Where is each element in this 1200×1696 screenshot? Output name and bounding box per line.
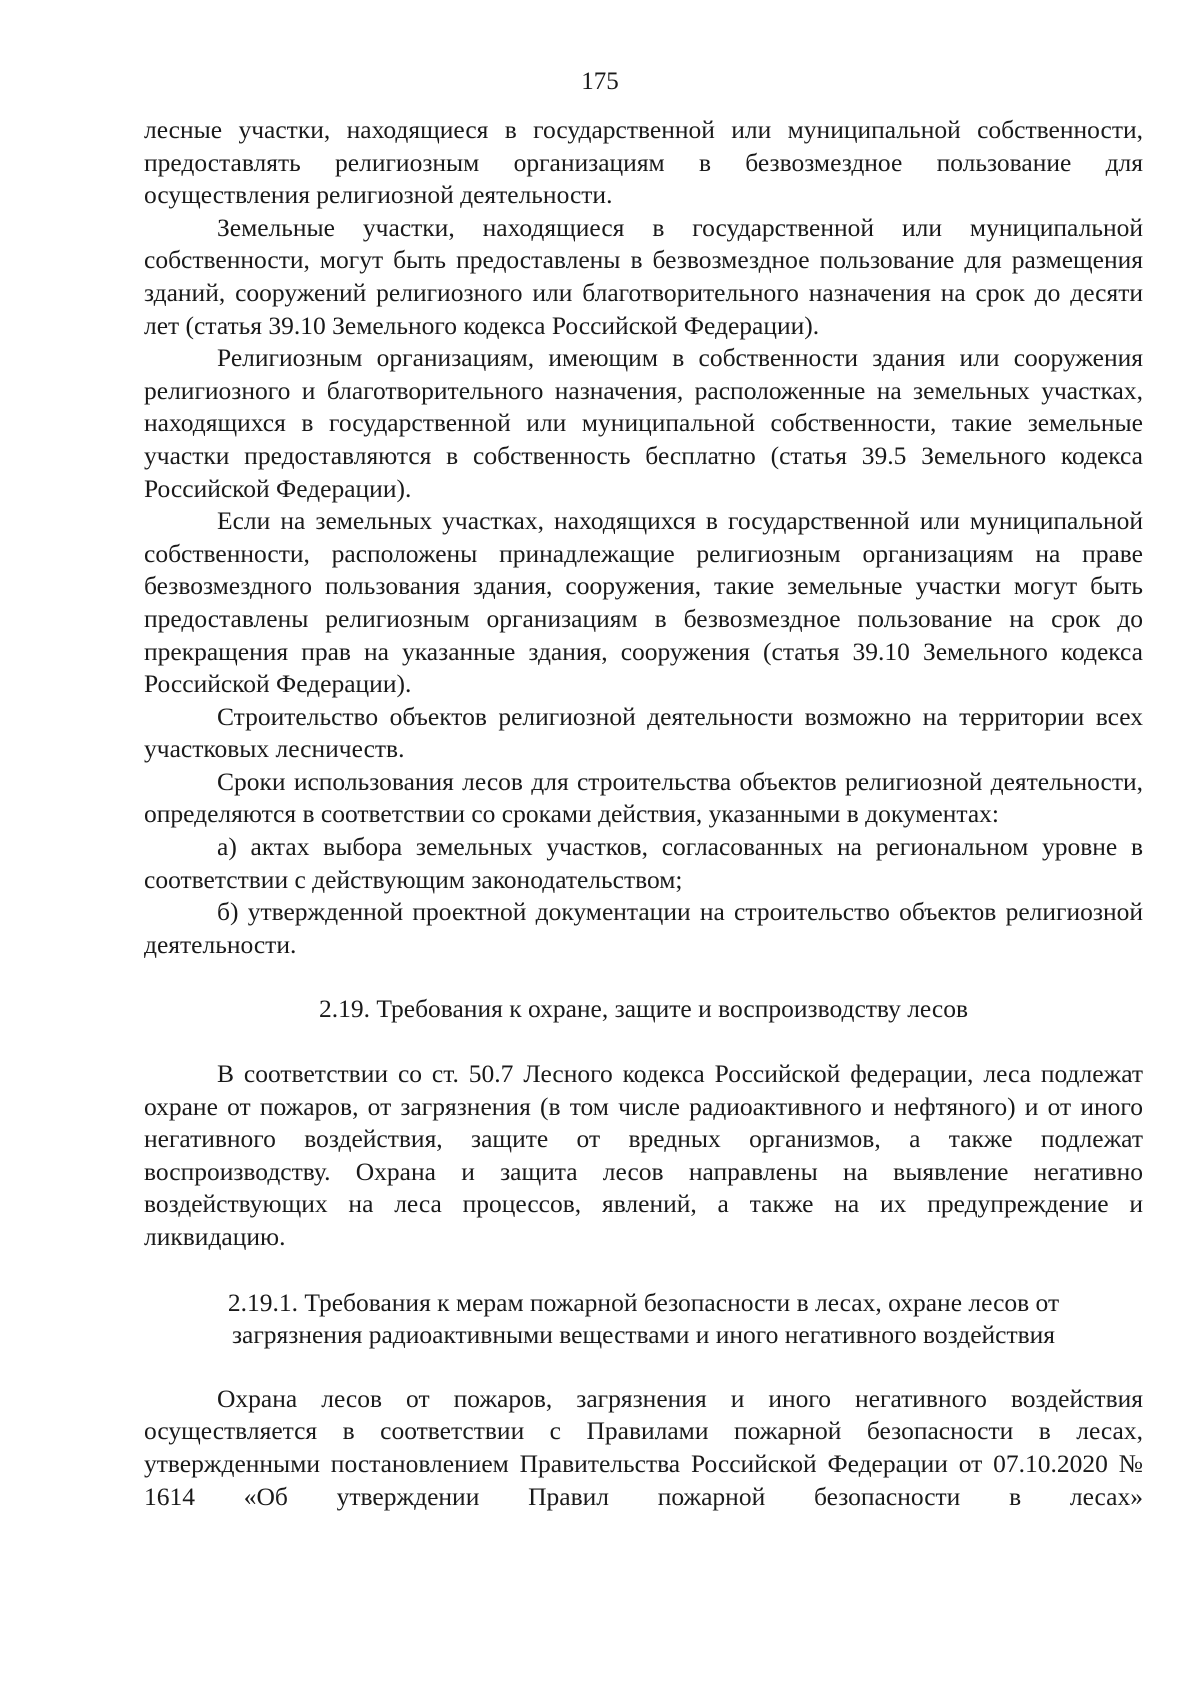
page-body	[144, 114, 1143, 1513]
spacer	[144, 961, 1143, 993]
paragraph-section-2-19: В соответствии со ст. 50.7 Лесного кодекса Российской федерации, леса подлежат охране от пожаров, от загрязнения (в том числе радиоактивного и нефтяного) и от иного негативного воздействия, защите от вредных организмов, а также подлежат воспроизводству. Охрана и защита лесов направлены на выявление негативно воздействующих на леса процессов, явлений, а также на их предупреждение и ликвидацию.	[144, 1059, 1143, 1251]
spacer	[144, 1352, 1143, 1383]
section-heading-2-19-1-line2: загрязнения радиоактивными веществами и иного негативного воздействия	[231, 1320, 1056, 1350]
section-heading-2-19: 2.19. Требования к охране, защите и воспроизводству лесов	[319, 994, 968, 1024]
spacer	[144, 1026, 1143, 1058]
section-heading-2-19-1-line1: 2.19.1. Требования к мерам пожарной безопасности в лесах, охране лесов от	[227, 1287, 1060, 1317]
list-item-b: б) утвержденной проектной документации на строительство объектов религиозной деятельности.	[144, 897, 1143, 959]
spacer	[144, 1254, 1143, 1287]
list-item-a: а) актах выбора земельных участков, согласованных на региональном уровне в соответствии с действующим законодательством;	[144, 832, 1143, 894]
page-number: 175	[581, 68, 619, 95]
paragraph-land-plots-term: Если на земельных участках, находящихся в государственной или муниципальной собственности, расположены принадлежащие религиозным организациям на праве безвозмездного пользования здания, сооружения, такие земельные участки могут быть предоставлены религиозным организациям в безвозмездное пользование на срок до прекращения прав на указанные здания, сооружения (статья 39.10 Земельного кодекса Российской Федерации).	[144, 506, 1143, 699]
paragraph-construction-allowed: Строительство объектов религиозной деятельности возможно на территории всех участковых лесничеств.	[144, 701, 1143, 764]
paragraph-land-plots-free-use: Земельные участки, находящиеся в государственной или муниципальной собственности, могут быть предоставлены в безвозмездное пользование для размещения зданий, сооружений религиозного или благотворительного назначения на срок до десяти лет (статья 39.10 Земельного кодекса Российской Федерации).	[144, 212, 1143, 340]
paragraph-usage-terms: Сроки использования лесов для строительства объектов религиозной деятельности, определяются в соответствии со сроками действия, указанными в документах:	[144, 766, 1143, 829]
paragraph-continuation: лесные участки, находящиеся в государственной или муниципальной собственности, предоставлять религиозным организациям в безвозмездное пользование для осуществления религиозной деятельности.	[144, 115, 1143, 210]
paragraph-land-plots-ownership: Религиозным организациям, имеющим в собственности здания или сооружения религиозного и благотворительного назначения, расположенные на земельных участках, находящихся в государственной или муниципальной собственности, такие земельные участки предоставляются в собственность бесплатно (статья 39.5 Земельного кодекса Российской Федерации).	[144, 343, 1143, 503]
paragraph-section-2-19-1: Охрана лесов от пожаров, загрязнения и иного негативного воздействия осуществляется в соответствии с Правилами пожарной безопасности в лесах, утвержденными постановлением Правительства Российской Федерации от 07.10.2020 № 1614 «Об утверждении Правил пожарной безопасности в лесах»	[144, 1383, 1143, 1511]
